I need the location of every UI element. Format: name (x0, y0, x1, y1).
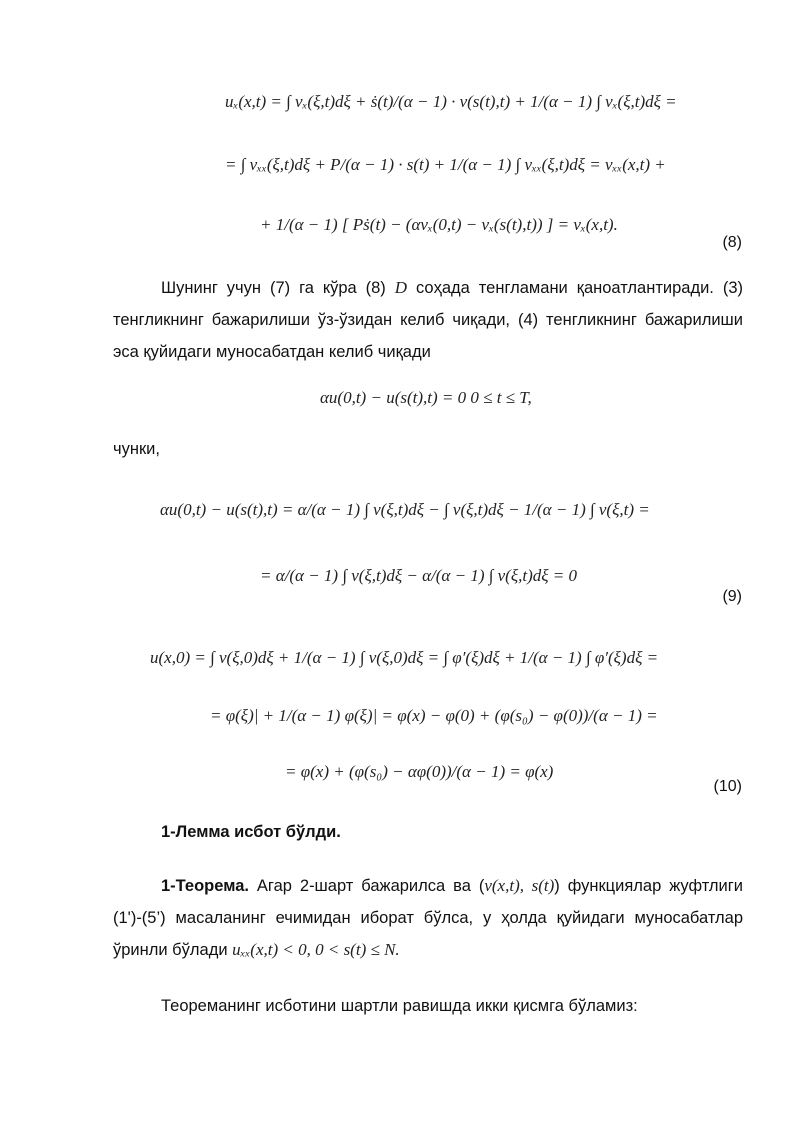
equation-8-line-2: = ∫ vₓₓ(ξ,t)dξ + P/(α − 1) · s(t) + 1/(α − 1) ∫ vₓₓ(ξ,t)dξ = vₓₓ(x,t) + (225, 155, 666, 174)
equation-9-line-1: αu(0,t) − u(s(t),t) = α/(α − 1) ∫ v(ξ,t)dξ − ∫ v(ξ,t)dξ − 1/(α − 1) ∫ v(ξ,t) = (160, 500, 650, 519)
paragraph-1-text-b: соҳада тенгламани қаноатлантиради. (3) тенгликнинг бажарилиши ўз-ўзидан келиб чиқади, (4) тенгликнинг бажарилиши эса қуйидаги муносабатдан келиб чиқади (113, 279, 744, 361)
equation-9-line-2: = α/(α − 1) ∫ v(ξ,t)dξ − α/(α − 1) ∫ v(ξ,t)dξ = 0 (260, 566, 578, 585)
lemma-proven-text: 1-Лемма исбот бўлди. (161, 823, 341, 841)
paragraph-1-text-a: Шунинг учун (7) га кўра (8) (161, 279, 395, 297)
theorem-label: 1-Теорема. (161, 877, 249, 895)
equation-8-line-1: uₓ(x,t) = ∫ vₓ(ξ,t)dξ + ṡ(t)/(α − 1) · v(s(t),t) + 1/(α − 1) ∫ vₓ(ξ,t)dξ = (225, 92, 677, 111)
proof-intro-paragraph: Теореманинг исботини шартли равишда икки қисмга бўламиз: (161, 997, 638, 1015)
equation-10-line-2: = φ(ξ)| + 1/(α − 1) φ(ξ)| = φ(x) − φ(0) + (φ(s₀) − φ(0))/(α − 1) = (210, 706, 658, 725)
chunki-text: чунки, (113, 440, 160, 458)
theorem-text-a: Агар 2-шарт бажарилса ва ( (248, 877, 485, 895)
condition-equation-line: αu(0,t) − u(s(t),t) = 0 0 ≤ t ≤ T, (320, 388, 532, 407)
theorem-text-b: ) функциялар жуфтлиги (1')-(5’) масаланинг ечимидан иборат бўлса, у ҳолда қуйидаги муносабатлар ўринли бўлади (113, 877, 743, 959)
equation-10-number: (10) (713, 778, 742, 795)
theorem-function-pair: v(x,t), s(t) (484, 876, 555, 895)
paragraph-1 (113, 272, 743, 368)
equation-10-line-1: u(x,0) = ∫ v(ξ,0)dξ + 1/(α − 1) ∫ v(ξ,0)dξ = ∫ φ′(ξ)dξ + 1/(α − 1) ∫ φ′(ξ)dξ = (150, 648, 659, 667)
domain-symbol: D (394, 278, 408, 297)
equation-8-line-3: + 1/(α − 1) [ Pṡ(t) − (αvₓ(0,t) − vₓ(s(t),t)) ] = vₓ(x,t). (260, 215, 618, 234)
equation-8-number: (8) (722, 234, 742, 251)
equation-9-number: (9) (722, 588, 742, 605)
equation-10-line-3: = φ(x) + (φ(s₀) − αφ(0))/(α − 1) = φ(x) (285, 762, 554, 781)
theorem-inequality: uₓₓ(x,t) < 0, 0 < s(t) ≤ N. (232, 940, 400, 959)
theorem-paragraph (113, 870, 743, 966)
